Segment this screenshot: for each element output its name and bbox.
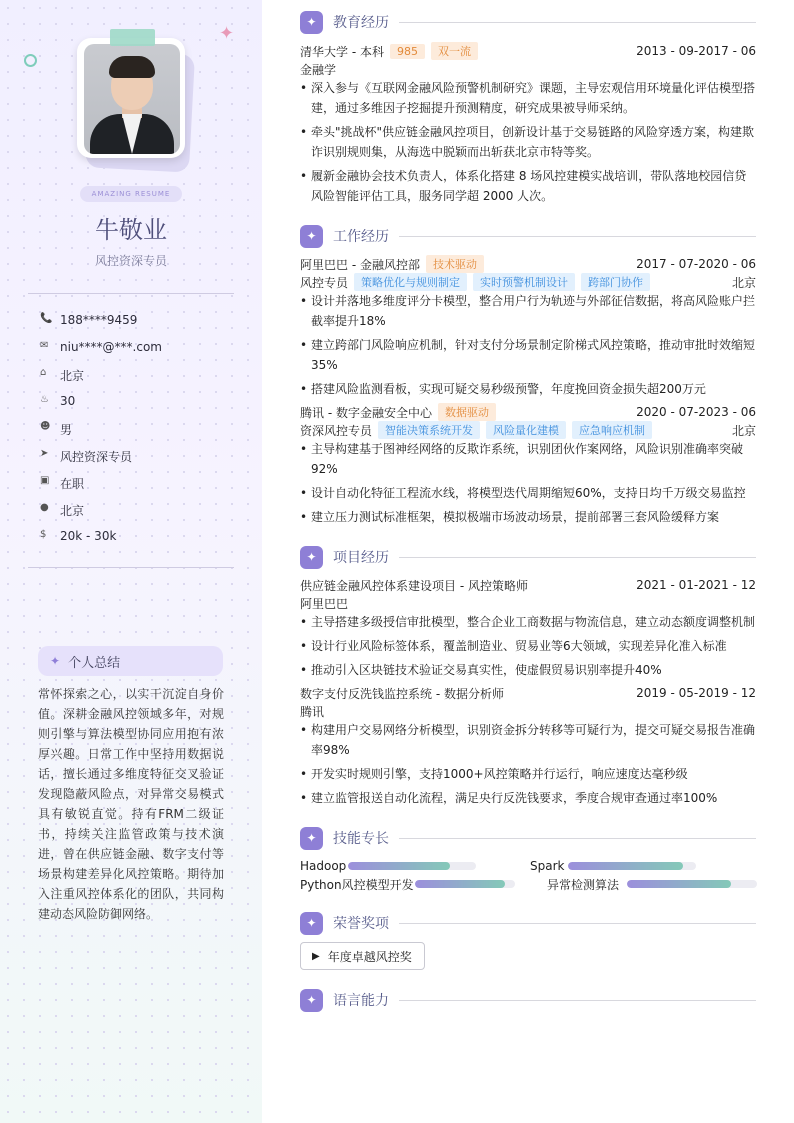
divider: [399, 838, 756, 839]
list-item: • 建立监管报送自动化流程，满足央行反洗钱要求，季度合规审查通过率100%: [300, 788, 756, 808]
skill-label: Python风控模型开发: [300, 877, 414, 892]
award-label: 年度卓越风控奖: [327, 949, 412, 964]
skill-tag: 风险量化建模: [486, 421, 566, 439]
award-item: [300, 942, 425, 970]
list-item: • 建立压力测试标准框架，模拟极端市场波动场景，提前部署三套风险缓释方案: [300, 507, 756, 527]
list-item: • 深入参与《互联网金融风险预警机制研究》课题，主导宏观信用环境量化评估模型搭建，通过多维因子挖掘提升预测精度，研究成果被导师采纳。: [300, 78, 756, 118]
ring-decoration: [24, 54, 37, 67]
skill-bar-fill: [627, 880, 731, 888]
role-name: 资深风控专员: [300, 423, 373, 438]
divider: [28, 567, 234, 568]
info-phone: 📞 188****9459: [40, 313, 138, 327]
skill-label: Hadoop: [300, 859, 347, 873]
candidate-name: 牛敬业: [95, 216, 167, 244]
city: 北京: [731, 275, 756, 290]
info-position: ➤ 风控资深专员: [40, 448, 133, 464]
resume-badge: AMAZING RESUME: [80, 186, 182, 202]
skill-bar-fill: [348, 862, 450, 870]
list-item: • 主导构建基于图神经网络的反欺诈系统，识别团伙作案网络，风险识别准确率突破92%: [300, 439, 756, 479]
work-role-row: [300, 273, 756, 291]
skill-bar: [568, 862, 696, 870]
skill-label: Spark: [530, 859, 565, 873]
section-work-header: [300, 224, 756, 248]
info-location: ● 北京: [40, 502, 85, 518]
cake-icon: ♨: [40, 394, 49, 405]
section-awards-header: [300, 911, 756, 935]
info-age: ♨ 30: [40, 394, 76, 408]
company-name: 腾讯 - 数字金融安全中心: [300, 405, 432, 420]
skill-bar: [348, 862, 476, 870]
info-status: ▣ 在职: [40, 475, 85, 491]
project-org: 阿里巴巴: [300, 596, 349, 611]
tag-badge: 数据驱动: [438, 403, 496, 421]
skill-tag: 跨部门协作: [581, 273, 650, 291]
skill-bar: [627, 880, 757, 888]
work-header-row: [300, 403, 756, 421]
project-header-row: [300, 576, 756, 594]
skill-tag: 策略优化与规则制定: [354, 273, 467, 291]
date-range: 2019 - 05-2019 - 12: [636, 686, 756, 700]
project-org: 腾讯: [300, 704, 325, 719]
location-icon: ●: [40, 502, 49, 513]
project-name: 供应链金融风控体系建设项目 - 风控策略师: [300, 578, 528, 593]
education-header-row: [300, 42, 756, 60]
skill-label: 异常检测算法: [547, 877, 620, 892]
list-item: • 搭建风险监测看板，实现可疑交易秒级预警，年度挽回资金损失超200万元: [300, 379, 756, 399]
date-range: 2021 - 01-2021 - 12: [636, 578, 756, 592]
portrait-photo: [84, 44, 180, 154]
section-title: 项目经历: [333, 550, 389, 566]
role-name: 风控专员: [300, 275, 349, 290]
divider: [399, 236, 756, 237]
sidebar: [0, 0, 262, 1123]
section-skills-header: [300, 826, 756, 850]
divider: [399, 22, 756, 23]
city: 北京: [731, 423, 756, 438]
sparkle-icon: ✦: [300, 989, 323, 1012]
info-gender: ☻ 男: [40, 421, 73, 437]
list-item: • 构建用户交易网络分析模型，识别资金拆分转移等可疑行为，提交可疑交易报告准确率98%: [300, 720, 756, 760]
divider: [399, 1000, 756, 1001]
list-item: • 设计并落地多维度评分卡模型，整合用户行为轨迹与外部征信数据，将高风险账户拦截率提升18%: [300, 291, 756, 331]
phone-icon: 📞: [40, 313, 53, 324]
list-item: • 牵头"挑战杯"供应链金融风控项目，创新设计基于交易链路的风险穿透方案，构建欺诈识别规则集，从海选中脱颖而出斩获北京市特等奖。: [300, 122, 756, 162]
list-item: • 设计自动化特征工程流水线，将模型迭代周期缩短60%，支持日均千万级交易监控: [300, 483, 756, 503]
tag-badge: 985: [390, 44, 425, 59]
sparkle-icon: ✦: [50, 654, 61, 668]
briefcase-icon: ▣: [40, 475, 50, 486]
sparkle-icon: ✦: [300, 11, 323, 34]
list-item: • 履新金融协会技术负责人，体系化搭建 8 场风控建模实战培训，带队落地校园信贷风险智能评估工具，服务同学超 2000 人次。: [300, 166, 756, 206]
info-email: ✉ niu****@***.com: [40, 340, 162, 354]
tape-decoration: [110, 29, 155, 46]
skill-bar: [415, 880, 515, 888]
section-title: 工作经历: [333, 229, 389, 245]
summary-text: 常怀探索之心，以实干沉淀自身价值。深耕金融风控领域多年，对规则引擎与算法模型协同应用抱有浓厚兴趣。日常工作中坚持用数据说话，擅长通过多维度特征交叉验证发现隐蔽风险点，对异常交易模式具有敏锐直觉。持有FRM二级证书，持续关注监管政策与技术演进，曾在供应链金融、数字支付等场景构建差异化风控策略。期待加入注重风控体系化的团队，共同构建动态风险防御网络。: [38, 687, 224, 921]
work-role-row: [300, 421, 756, 439]
send-icon: ➤: [40, 448, 49, 459]
salary-icon: $: [40, 529, 47, 540]
date-range: 2017 - 07-2020 - 06: [636, 257, 756, 271]
school-name: 清华大学 - 本科: [300, 44, 384, 59]
major: 金融学: [300, 62, 337, 77]
section-project-header: [300, 545, 756, 569]
info-home: ⌂ 北京: [40, 367, 85, 383]
section-education-header: [300, 10, 756, 34]
mail-icon: ✉: [40, 340, 49, 351]
sparkle-icon: ✦: [300, 827, 323, 850]
section-languages-header: [300, 988, 756, 1012]
home-icon: ⌂: [40, 367, 47, 378]
list-item: • 开发实时规则引擎，支持1000+风控策略并行运行，响应速度达毫秒级: [300, 764, 756, 784]
company-name: 阿里巴巴 - 金融风控部: [300, 257, 420, 272]
section-title: 教育经历: [333, 15, 389, 31]
tag-badge: 技术驱动: [426, 255, 484, 273]
skill-tag: 应急响应机制: [572, 421, 652, 439]
date-range: 2013 - 09-2017 - 06: [636, 44, 756, 58]
skill-bar-fill: [568, 862, 683, 870]
list-item: • 推动引入区块链技术验证交易真实性，使虚假贸易识别率提升40%: [300, 660, 756, 680]
tag-badge: 双一流: [431, 42, 478, 60]
work-header-row: [300, 255, 756, 273]
divider: [28, 293, 234, 294]
skill-tag: 实时预警机制设计: [473, 273, 575, 291]
sparkle-icon: ✦: [219, 23, 235, 44]
play-icon: ▶: [312, 950, 320, 962]
skill-bar-fill: [415, 880, 505, 888]
gender-icon: ☻: [40, 421, 51, 432]
list-item: • 主导搭建多级授信审批模型，整合企业工商数据与物流信息，建立动态额度调整机制: [300, 612, 756, 632]
section-title: 语言能力: [333, 993, 389, 1009]
list-item: • 建立跨部门风险响应机制，针对支付分场景制定阶梯式风控策略，推动审批时效缩短35%: [300, 335, 756, 375]
summary-title: 个人总结: [68, 655, 121, 671]
project-name: 数字支付反洗钱监控系统 - 数据分析师: [300, 686, 504, 701]
candidate-title: 风控资深专员: [94, 254, 167, 268]
project-header-row: [300, 684, 756, 702]
divider: [399, 557, 756, 558]
section-title: 荣誉奖项: [333, 916, 389, 932]
divider: [399, 923, 756, 924]
list-item: • 设计行业风险标签体系，覆盖制造业、贸易业等6大领域，实现差异化准入标准: [300, 636, 756, 656]
section-title: 技能专长: [333, 831, 389, 847]
sparkle-icon: ✦: [300, 546, 323, 569]
date-range: 2020 - 07-2023 - 06: [636, 405, 756, 419]
summary-header: [38, 646, 223, 676]
contact-info: [40, 313, 240, 556]
skill-tag: 智能决策系统开发: [378, 421, 480, 439]
sparkle-icon: ✦: [300, 225, 323, 248]
info-salary: $ 20k - 30k: [40, 529, 117, 543]
sparkle-icon: ✦: [300, 912, 323, 935]
